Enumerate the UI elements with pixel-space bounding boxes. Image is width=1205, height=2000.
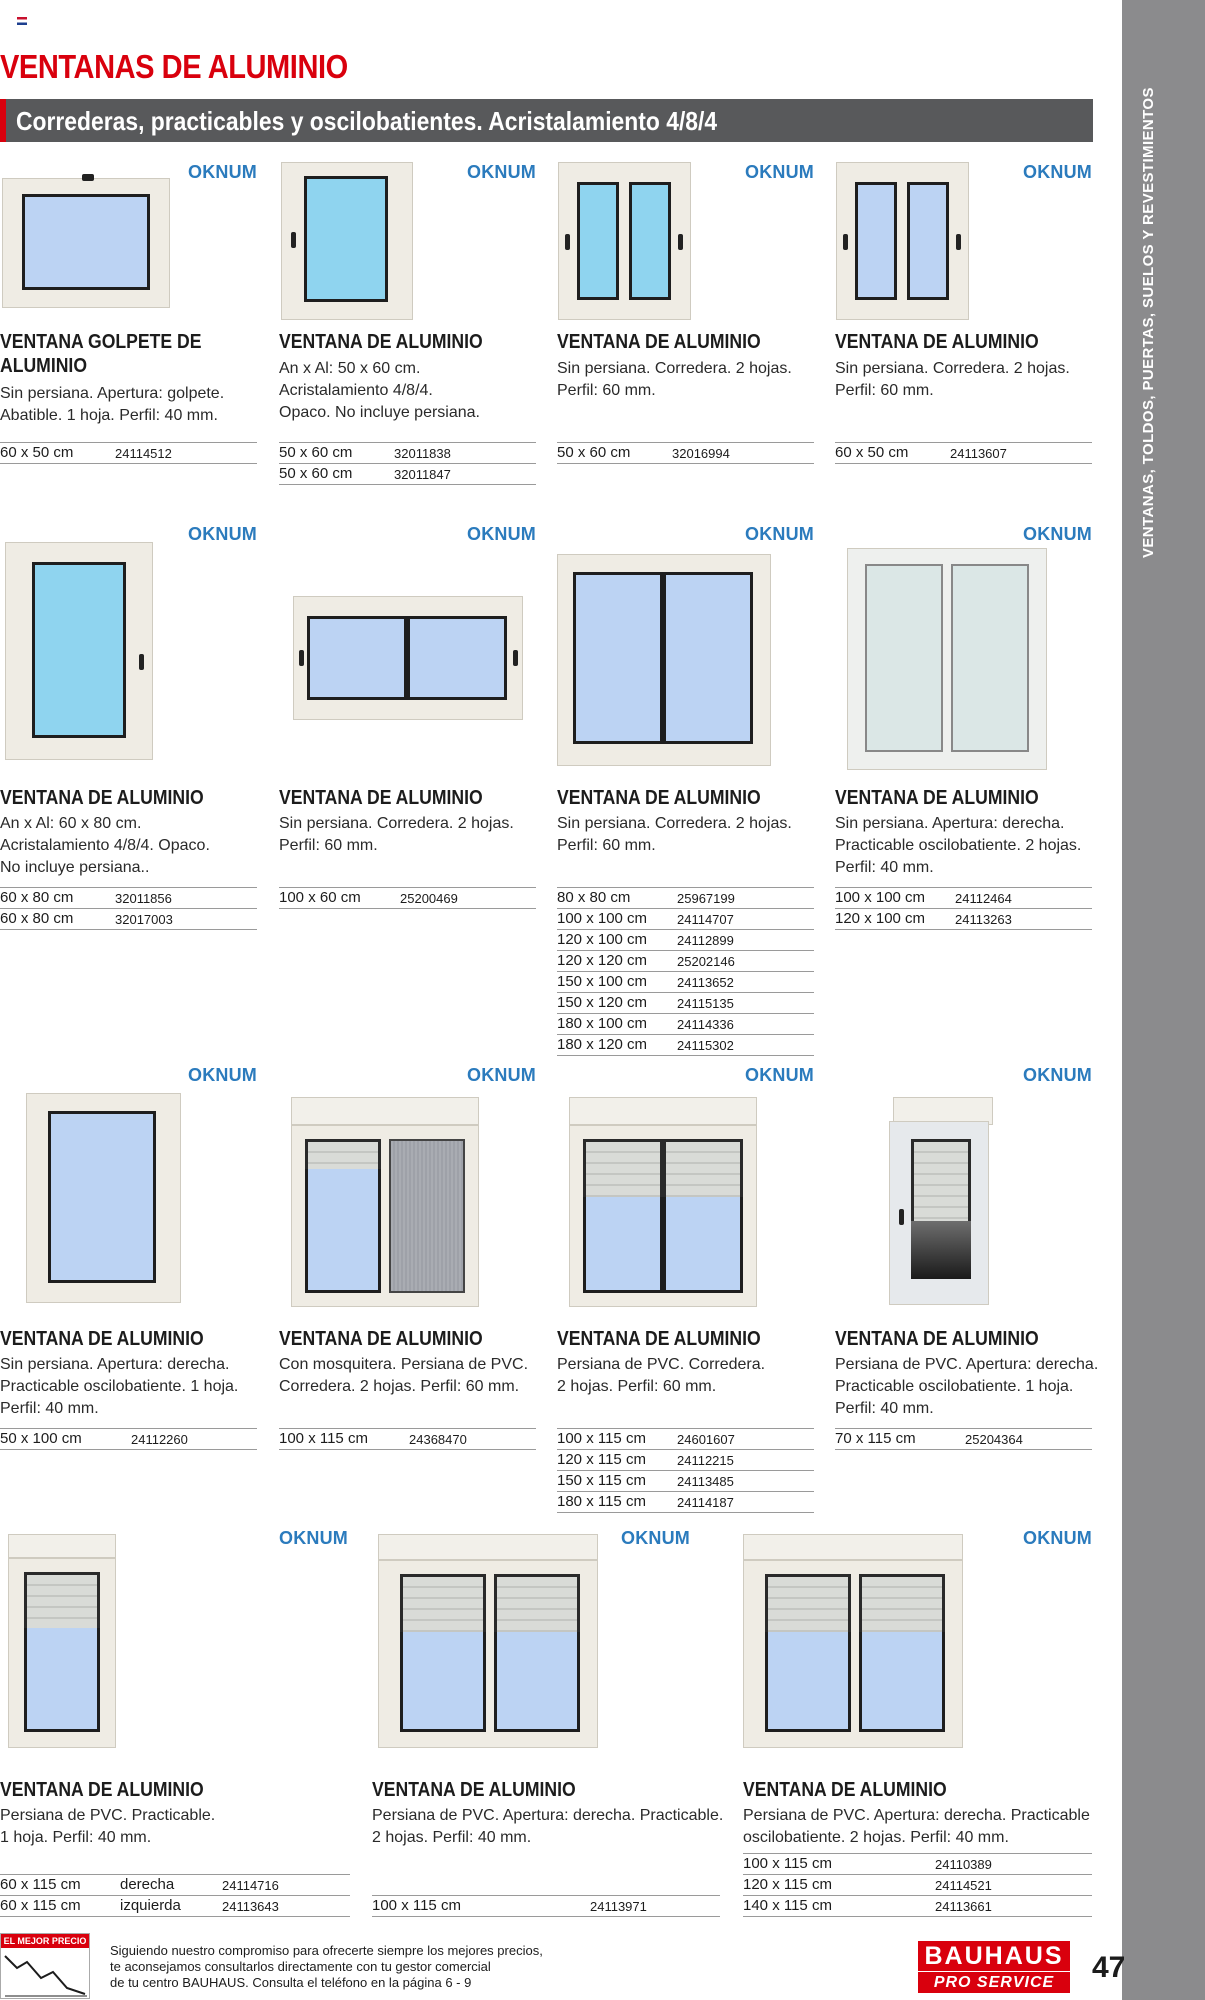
- brand-label: OKNUM: [745, 1065, 814, 1085]
- spec-table: [835, 442, 1092, 464]
- product-card: OKNUM VENTANA DE ALUMINIO Sin persiana. Apertura: derecha. Practicable oscilobatiente. 2 hojas. Perfil: 40 mm. 100 x 100 cm 24112464 120 x 100 cm 24113263: [835, 524, 1092, 934]
- spec-table: [279, 887, 536, 909]
- brand-label: OKNUM: [467, 1065, 536, 1085]
- brand-label: OKNUM: [1023, 1065, 1092, 1085]
- window-shutter-casement-image: [889, 1097, 999, 1312]
- spec-row: 120 x 100 cm 24113263: [835, 909, 1092, 930]
- subtitle: Correderas, practicables y oscilobatientes. Acristalamiento 4/8/4: [16, 106, 718, 136]
- brand-label: OKNUM: [188, 1065, 257, 1085]
- spec-table: [0, 442, 257, 464]
- product-card: OKNUM VENTANA DE ALUMINIO Persiana de PVC. Practicable. 1 hoja. Perfil: 40 mm. 60 x 115 cm derecha 24114716 60 x 115 cm izquierda 24113643: [0, 1528, 350, 1923]
- spec-row: 100 x 115 cm 24368470: [279, 1429, 536, 1450]
- spec-table: [835, 887, 1092, 930]
- footer-note: Siguiendo nuestro compromiso para ofrecerte siempre los mejores precios, te aconsejamos consultarlos directamente con tu gestor comercial de tu centro BAUHAUS. Consulta el teléfono en la página 6 - 9: [110, 1943, 543, 1990]
- window-shutter-sliding-image: [569, 1097, 759, 1312]
- spec-row: 50 x 60 cm 32011838: [279, 443, 536, 464]
- spec-table: [279, 1428, 536, 1450]
- brand-label: OKNUM: [621, 1528, 690, 1548]
- spec-row: 100 x 100 cm 24112464: [835, 888, 1092, 909]
- spec-row: 80 x 80 cm 25967199: [557, 888, 814, 909]
- brand-label: OKNUM: [745, 162, 814, 182]
- product-card: OKNUM VENTANA DE ALUMINIO Persiana de PVC. Apertura: derecha. Practicable oscilobatiente. 2 hojas. Perfil: 40 mm. 100 x 115 cm 24110389 120 x 115 cm 24114521 140 x 115 cm 24113661: [743, 1528, 1092, 1923]
- spec-table: [279, 442, 536, 485]
- window-golpete-image: [0, 174, 172, 314]
- page-title: VENTANAS DE ALUMINIO: [0, 48, 348, 85]
- spec-row: 60 x 50 cm 24114512: [0, 443, 257, 464]
- window-sliding-image: [835, 162, 970, 322]
- brand-label: OKNUM: [188, 524, 257, 544]
- brand-label: OKNUM: [279, 1528, 348, 1548]
- bauhaus-logo: BAUHAUS PRO SERVICE: [918, 1941, 1070, 1993]
- product-card: OKNUM VENTANA DE ALUMINIO Con mosquitera. Persiana de PVC. Corredera. 2 hojas. Perfil: 60 mm. 100 x 115 cm 24368470: [279, 1065, 536, 1465]
- spec-row: 50 x 100 cm 24112260: [0, 1429, 257, 1450]
- product-card: OKNUM VENTANA DE ALUMINIO Persiana de PVC. Apertura: derecha. Practicable oscilobatiente. 1 hoja. Perfil: 40 mm. 70 x 115 cm 25204364: [835, 1065, 1092, 1465]
- spec-row: 150 x 120 cm 24115135: [557, 993, 814, 1014]
- spain-flag-icon: [17, 17, 27, 25]
- spec-row: 60 x 80 cm 32011856: [0, 888, 257, 909]
- product-card: OKNUM VENTANA DE ALUMINIO Sin persiana. Corredera. 2 hojas. Perfil: 60 mm. 100 x 60 cm 25200469: [279, 524, 536, 934]
- spec-row: 180 x 100 cm 24114336: [557, 1014, 814, 1035]
- window-sliding-large-image: [557, 554, 773, 769]
- window-shutter-double-image: [743, 1534, 965, 1752]
- side-strip: [1122, 0, 1205, 2000]
- spec-row: 120 x 115 cm 24112215: [557, 1450, 814, 1471]
- spec-table: [557, 887, 814, 1056]
- best-price-badge: EL MEJOR PRECIO: [0, 1933, 90, 1999]
- spec-table: [0, 887, 257, 930]
- spec-row: 50 x 60 cm 32011847: [279, 464, 536, 485]
- spec-table: [835, 1428, 1092, 1450]
- spec-table: [372, 1895, 720, 1917]
- product-card: OKNUM VENTANA DE ALUMINIO Persiana de PVC. Corredera. 2 hojas. Perfil: 60 mm. 100 x 115 cm 24601607 120 x 115 cm 24112215 150 x 115 cm 24113485 180 x 115 cm 24114187: [557, 1065, 814, 1515]
- product-card: OKNUM VENTANA DE ALUMINIO Sin persiana. Corredera. 2 hojas. Perfil: 60 mm. 80 x 80 cm 25967199 100 x 100 cm 24114707 120 x 100 cm 24112899 120 x 120 cm 25202146 150 x 100 cm 24113652 150 x 120 cm 24115135 180 x 100 cm 24114336 180 x 120 cm 24115302: [557, 524, 814, 1059]
- window-single-image: [279, 162, 414, 322]
- brand-label: OKNUM: [1023, 524, 1092, 544]
- window-sliding-image: [557, 162, 692, 322]
- spec-row: 60 x 115 cm derecha 24114716: [0, 1875, 350, 1896]
- product-card: OKNUM VENTANA DE ALUMINIO An x Al: 60 x 80 cm. Acristalamiento 4/8/4. Opaco. No incluye persiana.. 60 x 80 cm 32011856 60 x 80 cm 32017003: [0, 524, 257, 934]
- window-shutter-double-image: [378, 1534, 600, 1752]
- subtitle-bar: [0, 99, 1093, 142]
- spec-row: 120 x 115 cm 24114521: [743, 1875, 1092, 1896]
- spec-table: [557, 442, 814, 464]
- product-card: OKNUM VENTANA DE ALUMINIO Sin persiana. Corredera. 2 hojas. Perfil: 60 mm. 60 x 50 cm 24113607: [835, 162, 1092, 467]
- spec-row: 60 x 115 cm izquierda 24113643: [0, 1896, 350, 1917]
- spec-table: [743, 1853, 1092, 1917]
- product-card: OKNUM VENTANA DE ALUMINIO Sin persiana. Corredera. 2 hojas. Perfil: 60 mm. 50 x 60 cm 32016994: [557, 162, 814, 467]
- brand-label: OKNUM: [1023, 162, 1092, 182]
- spec-row: 140 x 115 cm 24113661: [743, 1896, 1092, 1917]
- spec-row: 60 x 80 cm 32017003: [0, 909, 257, 930]
- spec-row: 180 x 120 cm 24115302: [557, 1035, 814, 1056]
- spec-table: [0, 1428, 257, 1450]
- product-card: OKNUM VENTANA DE ALUMINIO An x Al: 50 x 60 cm. Acristalamiento 4/8/4. Opaco. No incluye persiana. 50 x 60 cm 32011838 50 x 60 cm 32011847: [279, 162, 536, 487]
- window-sliding-wide-image: [279, 596, 527, 726]
- spec-row: 100 x 115 cm 24113971: [372, 1896, 720, 1917]
- spec-row: 100 x 115 cm 24601607: [557, 1429, 814, 1450]
- brand-label: OKNUM: [1023, 1528, 1092, 1548]
- window-single-image: [26, 1093, 186, 1305]
- spec-table: [0, 1874, 350, 1917]
- spec-row: 150 x 100 cm 24113652: [557, 972, 814, 993]
- window-single-image: [0, 542, 155, 762]
- spec-row: 50 x 60 cm 32016994: [557, 443, 814, 464]
- price-chart-icon: [1, 1948, 89, 1998]
- brand-label: OKNUM: [467, 524, 536, 544]
- spec-row: 100 x 115 cm 24110389: [743, 1854, 1092, 1875]
- spec-row: 120 x 100 cm 24112899: [557, 930, 814, 951]
- spec-row: 180 x 115 cm 24114187: [557, 1492, 814, 1513]
- spec-row: 100 x 60 cm 25200469: [279, 888, 536, 909]
- brand-label: OKNUM: [745, 524, 814, 544]
- spec-row: 60 x 50 cm 24113607: [835, 443, 1092, 464]
- spec-row: 70 x 115 cm 25204364: [835, 1429, 1092, 1450]
- page-number: 47: [1092, 1951, 1126, 1984]
- product-card: OKNUM VENTANA GOLPETE DE ALUMINIO Sin persiana. Apertura: golpete. Abatible. 1 hoja. Perfil: 40 mm. 60 x 50 cm 24114512: [0, 162, 257, 467]
- brand-label: OKNUM: [188, 162, 257, 182]
- spec-row: 150 x 115 cm 24113485: [557, 1471, 814, 1492]
- spec-row: 100 x 100 cm 24114707: [557, 909, 814, 930]
- window-mosquito-net-image: [291, 1097, 481, 1312]
- product-card: OKNUM VENTANA DE ALUMINIO Persiana de PVC. Apertura: derecha. Practicable. 2 hojas. Perfil: 40 mm. 100 x 115 cm 24113971: [372, 1528, 720, 1923]
- product-card: OKNUM VENTANA DE ALUMINIO Sin persiana. Apertura: derecha. Practicable oscilobatiente. 1 hoja. Perfil: 40 mm. 50 x 100 cm 24112260: [0, 1065, 257, 1465]
- spec-table: [557, 1428, 814, 1513]
- brand-label: OKNUM: [467, 162, 536, 182]
- spec-row: 120 x 120 cm 25202146: [557, 951, 814, 972]
- window-shutter-single-image: [8, 1534, 118, 1752]
- window-casement-image: [847, 548, 1052, 773]
